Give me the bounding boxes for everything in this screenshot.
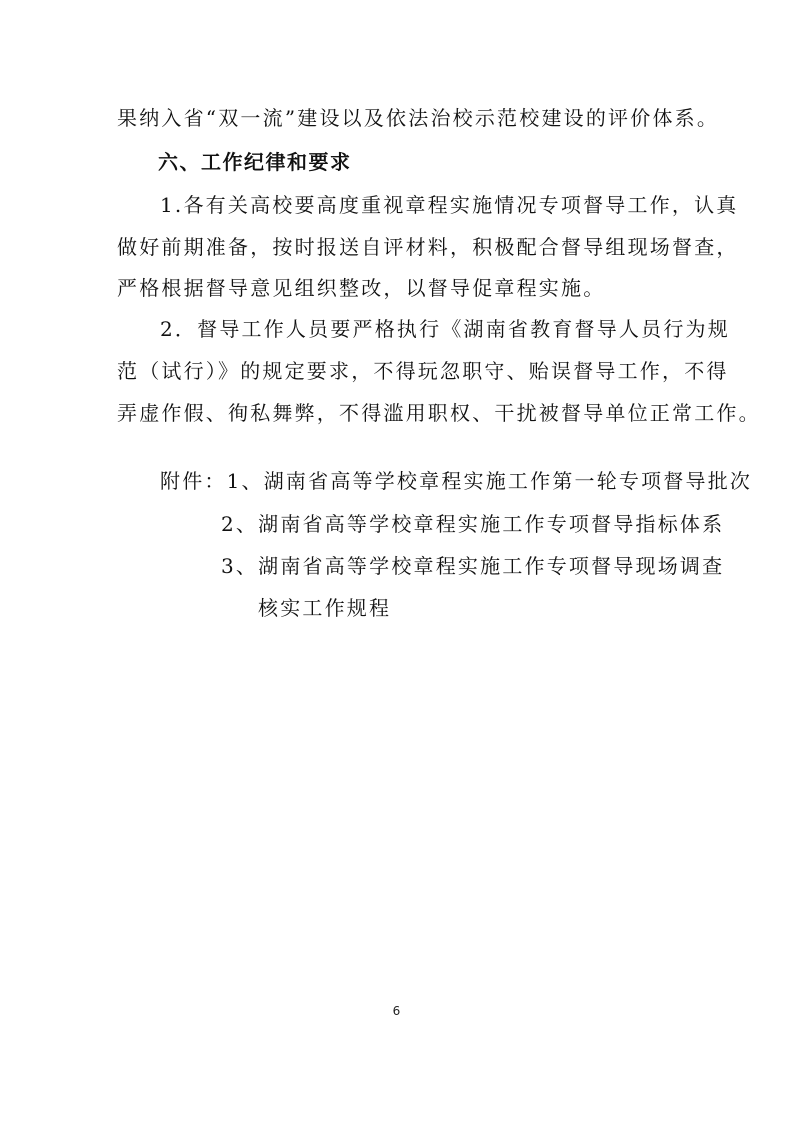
- attachment-line-1: 附件：1、湖南省高等学校章程实施工作第一轮专项督导批次: [160, 469, 753, 493]
- attachment-line-4: 核实工作规程: [258, 596, 392, 620]
- item-1-line-3: 严格根据督导意见组织整改，以督导促章程实施。: [117, 276, 606, 300]
- item-1-line-1: 1.各有关高校要高度重视章程实施情况专项督导工作，认真: [160, 193, 739, 217]
- attachment-line-2: 2、湖南省高等学校章程实施工作专项督导指标体系: [221, 512, 725, 536]
- item-1-line-2: 做好前期准备，按时报送自评材料，积极配合督导组现场督查，: [117, 235, 739, 259]
- item-2-line-3: 弄虚作假、徇私舞弊，不得滥用职权、干扰被督导单位正常工作。: [117, 401, 761, 425]
- section-heading: 六、工作纪律和要求: [158, 150, 352, 174]
- body-text-line: 果纳入省“双一流”建设以及依法治校示范校建设的评价体系。: [117, 106, 720, 130]
- attachment-line-3: 3、湖南省高等学校章程实施工作专项督导现场调查: [221, 554, 725, 578]
- item-2-line-2: 范（试行）》的规定要求，不得玩忽职守、贻误督导工作，不得: [117, 359, 729, 383]
- page-number: 6: [392, 1004, 401, 1018]
- item-2-line-1: 2．督导工作人员要严格执行《湖南省教育督导人员行为规: [160, 317, 730, 341]
